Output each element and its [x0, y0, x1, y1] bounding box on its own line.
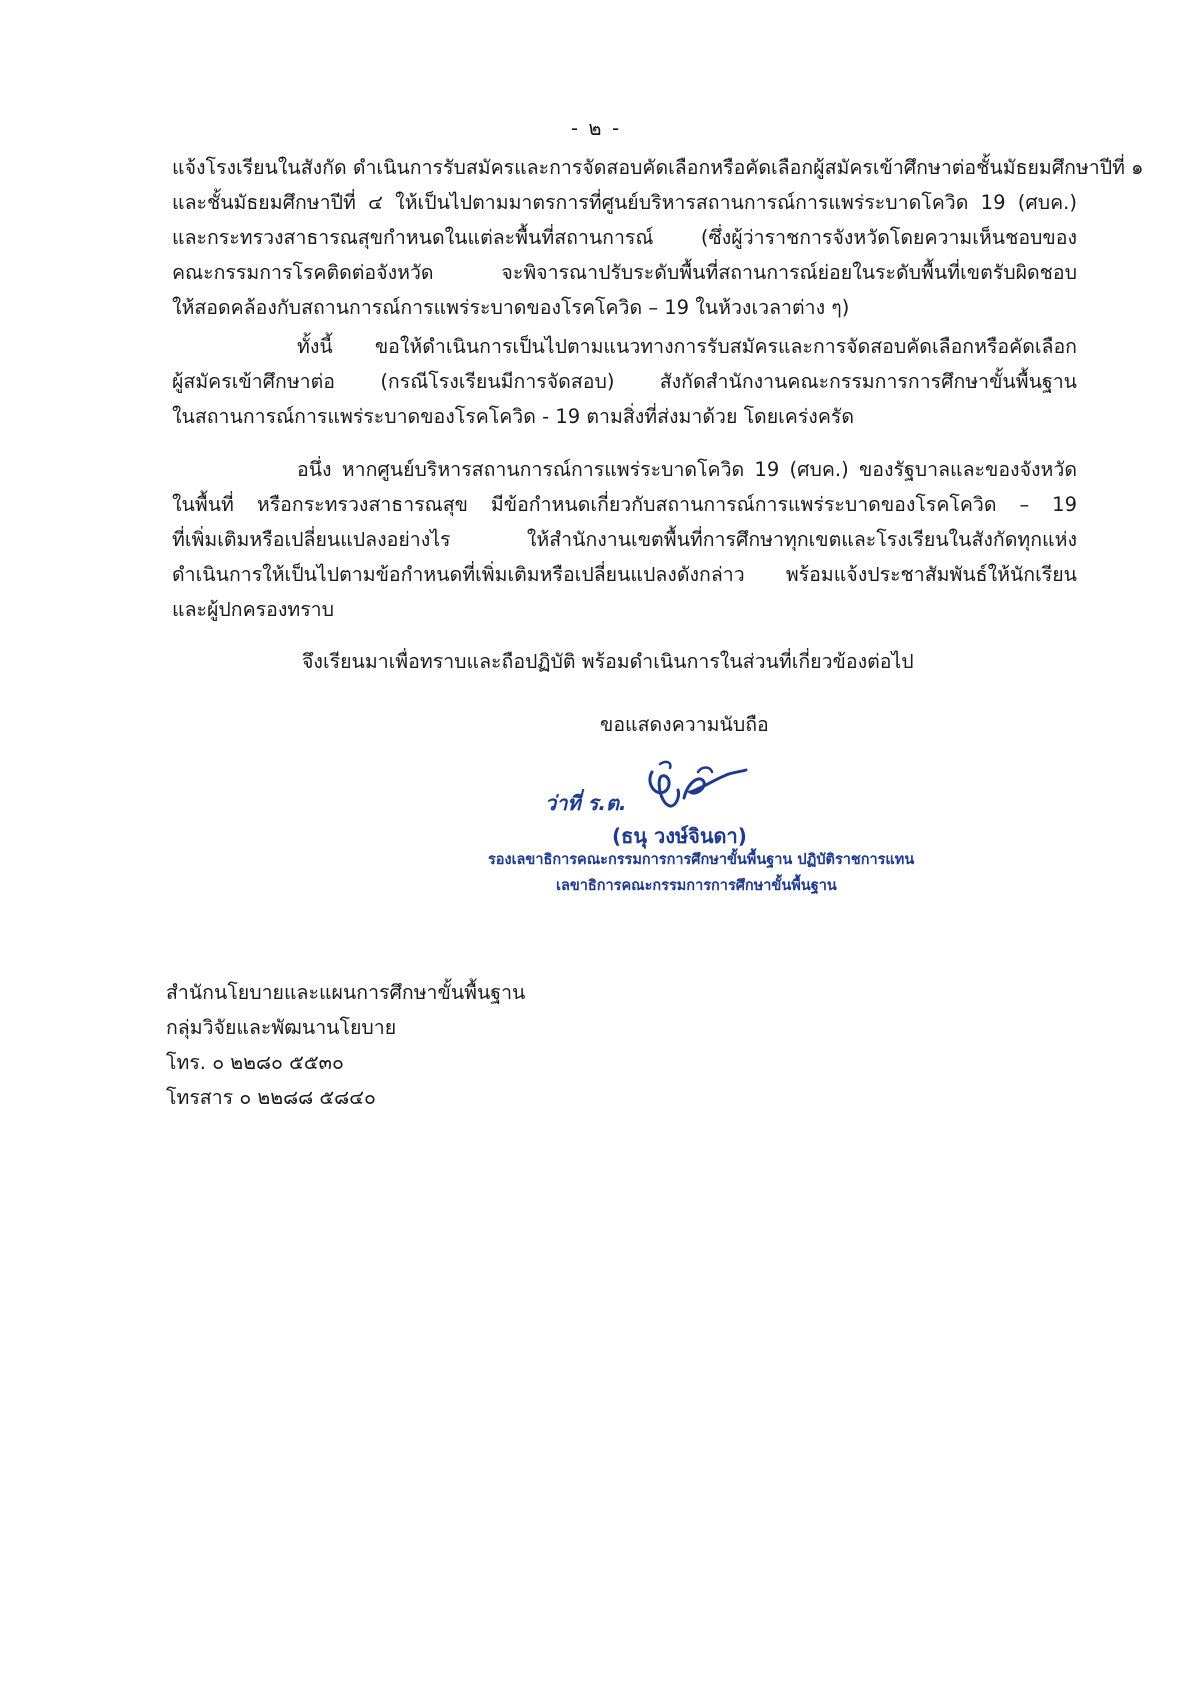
signer-title-line2: เลขาธิการคณะกรรมการการศึกษาขั้นพื้นฐาน — [556, 878, 837, 894]
paragraph-line: ทั้งนี้ ขอให้ดำเนินการเป็นไปตามแนวทางการรับสมัครและการจัดสอบคัดเลือกหรือคัดเลือก — [297, 335, 1077, 358]
group-name: กลุ่มวิจัยและพัฒนานโยบาย — [166, 1016, 397, 1039]
paragraph-line: อนึ่ง หากศูนย์บริหารสถานการณ์การแพร่ระบาดโควิด 19 (ศบค.) ของรัฐบาลและของจังหวัด — [297, 458, 1077, 481]
signer-rank: ว่าที่ ร.ต. — [545, 791, 627, 815]
paragraph-line: ที่เพิ่มเติมหรือเปลี่ยนแปลงอย่างไร ให้สำนักงานเขตพื้นที่การศึกษาทุกเขตและโรงเรียนในสังกัดทุกแห่ง — [172, 528, 1077, 551]
handwritten-signature — [640, 752, 750, 822]
phone-number: โทร. ๐ ๒๒๘๐ ๕๕๓๐ — [166, 1051, 344, 1074]
paragraph-line: ในพื้นที่ หรือกระทรวงสาธารณสุข มีข้อกำหนดเกี่ยวกับสถานการณ์การแพร่ระบาดของโรคโควิด – 19 — [172, 493, 1077, 516]
paragraph-line: ดำเนินการให้เป็นไปตามข้อกำหนดที่เพิ่มเติมหรือเปลี่ยนแปลงดังกล่าว พร้อมแจ้งประชาสัมพันธ์ให้นักเรียน — [172, 563, 1077, 586]
page-number: - ๒ - — [570, 116, 622, 140]
signer-title-line1: รองเลขาธิการคณะกรรมการการศึกษาขั้นพื้นฐาน ปฏิบัติราชการแทน — [488, 852, 915, 868]
signer-name: (ธนุ วงษ์จินดา) — [612, 824, 747, 848]
paragraph-line: และกระทรวงสาธารณสุขกำหนดในแต่ละพื้นที่สถานการณ์ (ซึ่งผู้ว่าราชการจังหวัดโดยความเห็นชอบของ — [172, 226, 1077, 249]
regards-line: ขอแสดงความนับถือ — [600, 713, 769, 736]
paragraph-line: ผู้สมัครเข้าศึกษาต่อ (กรณีโรงเรียนมีการจัดสอบ) สังกัดสำนักงานคณะกรรมการการศึกษาขั้นพื้นฐาน — [172, 370, 1077, 393]
paragraph-line: คณะกรรมการโรคติดต่อจังหวัด จะพิจารณาปรับระดับพื้นที่สถานการณ์ย่อยในระดับพื้นที่เขตรับผิดชอบ — [172, 261, 1077, 284]
closing-statement: จึงเรียนมาเพื่อทราบและถือปฏิบัติ พร้อมดำเนินการในส่วนที่เกี่ยวข้องต่อไป — [302, 650, 914, 673]
paragraph-line: และชั้นมัธยมศึกษาปีที่ ๔ ให้เป็นไปตามมาตรการที่ศูนย์บริหารสถานการณ์การแพร่ระบาดโควิด 19 (ศบค.) — [172, 191, 1077, 214]
paragraph-line: ให้สอดคล้องกับสถานการณ์การแพร่ระบาดของโรคโควิด – 19 ในห้วงเวลาต่าง ๆ) — [172, 296, 850, 319]
paragraph-line: และผู้ปกครองทราบ — [172, 598, 335, 621]
fax-number: โทรสาร ๐ ๒๒๘๘ ๕๘๔๐ — [166, 1086, 376, 1109]
paragraph-line: ในสถานการณ์การแพร่ระบาดของโรคโควิด - 19 ตามสิ่งที่ส่งมาด้วย โดยเคร่งครัด — [172, 405, 855, 428]
paragraph-line: แจ้งโรงเรียนในสังกัด ดำเนินการรับสมัครและการจัดสอบคัดเลือกหรือคัดเลือกผู้สมัครเข้าศึกษาต่อชั้นมัธยมศึกษาปีที่ ๑ — [172, 156, 1144, 179]
office-name: สำนักนโยบายและแผนการศึกษาขั้นพื้นฐาน — [166, 981, 526, 1004]
